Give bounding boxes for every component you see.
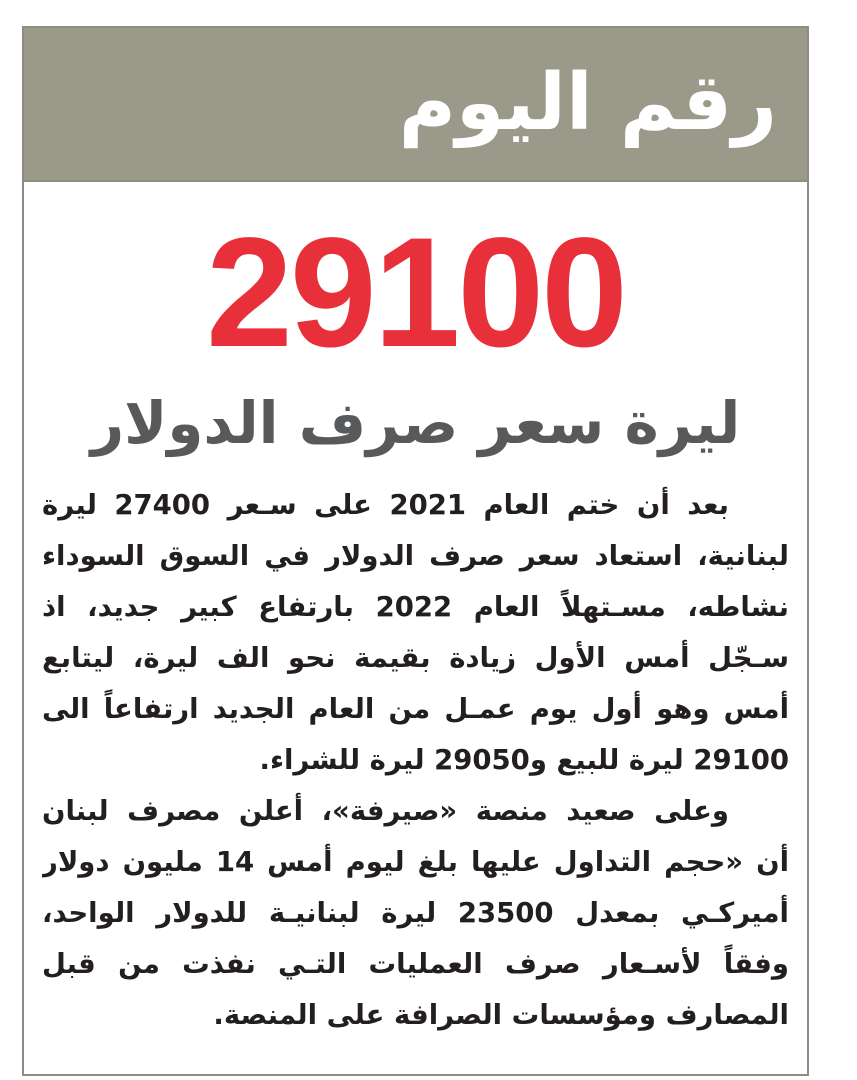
article-line: لبنانية، استعاد سعر صرف الدولار في السوق السوداء xyxy=(42,540,789,572)
article-line: سـجّل أمس الأول زيادة بقيمة نحو الف ليرة، ليتابع xyxy=(42,642,789,674)
headline-subtitle: ليرة سعر صرف الدولار xyxy=(90,389,741,457)
article-line: وعلى صعيد منصة «صيرفة»، أعلن مصرف لبنان xyxy=(42,795,729,827)
article-line: بعد أن ختم العام 2021 على سـعر 27400 ليرة xyxy=(42,489,729,521)
article-body xyxy=(42,480,789,1041)
article-line: أن «حجم التداول عليها بلغ ليوم أمس 14 مليون دولار xyxy=(42,846,789,878)
article-line: أمس وهو أول يوم عمـل من العام الجديد ارتفاعاً الى xyxy=(42,693,789,725)
article-line: أميركـي بمعدل 23500 ليرة لبنانيـة للدولار الواحد، xyxy=(42,897,789,929)
article-line: نشاطه، مسـتهلاً العام 2022 بارتفاع كبير جديد، اذ xyxy=(42,591,789,623)
headline-number: 29100 xyxy=(206,206,625,380)
header-divider xyxy=(24,180,807,182)
header-title: رقم اليوم xyxy=(398,58,777,148)
article-line: المصارف ومؤسسات الصرافة على المنصة. xyxy=(213,999,789,1031)
news-box xyxy=(22,26,809,1076)
article-line: وفقاً لأسـعار صرف العمليات التـي نفذت من قبل xyxy=(42,948,789,980)
article-line: 29100 ليرة للبيع و29050 ليرة للشراء. xyxy=(259,744,789,776)
header-banner xyxy=(24,28,807,180)
